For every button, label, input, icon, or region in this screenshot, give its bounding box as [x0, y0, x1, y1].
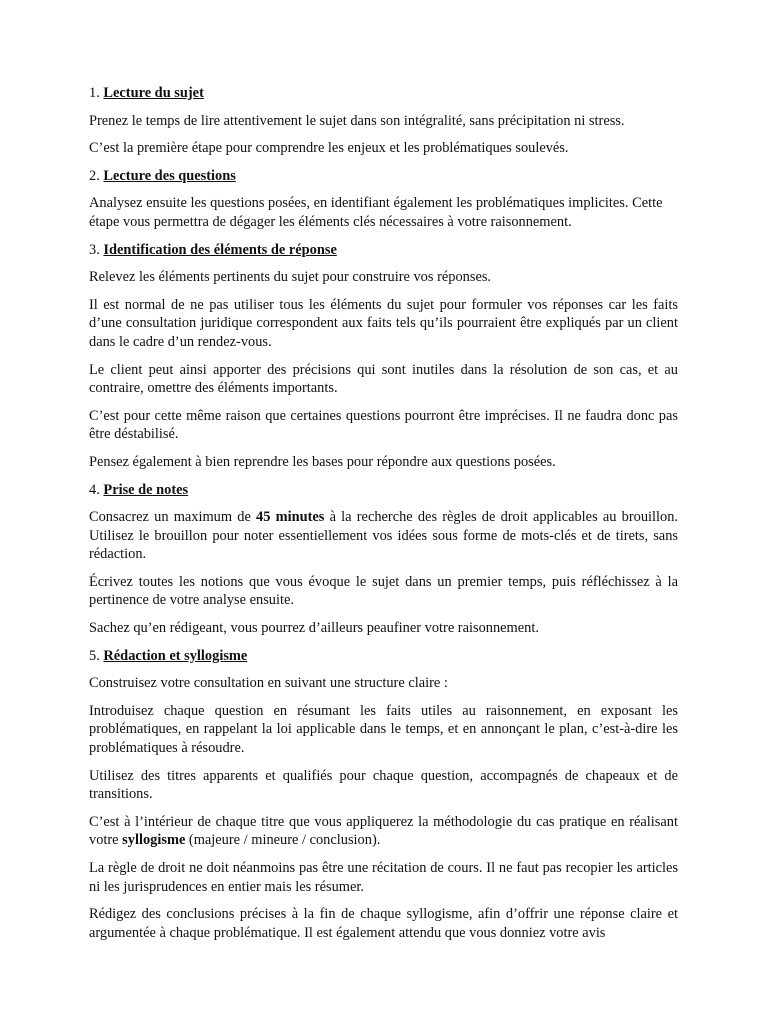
section-number: 4. — [89, 481, 100, 498]
section-title: Rédaction et syllogisme — [103, 647, 248, 664]
bold-syllogisme: syllogisme — [122, 832, 186, 849]
section-title: Prise de notes — [103, 481, 189, 498]
paragraph: Sachez qu’en rédigeant, vous pourrez d’ailleurs peaufiner votre raisonnement. — [89, 620, 539, 637]
bold-duration: 45 minutes — [256, 509, 325, 526]
paragraph: Utilisez des titres apparents et qualifiés pour chaque question, accompagnés de chapeaux et de transitions. — [89, 767, 678, 803]
paragraph — [89, 813, 678, 850]
paragraph — [89, 508, 678, 564]
section-heading-3 — [89, 241, 678, 260]
paragraph: Analysez ensuite les questions posées, en identifiant également les problématiques implicites. Cette étape vous permettra de dégager les éléments clés nécessaires à votre raisonnement. — [89, 195, 663, 230]
section-number: 2. — [89, 167, 100, 184]
paragraph: Relevez les éléments pertinents du sujet pour construire vos réponses. — [89, 269, 492, 286]
paragraph: Construisez votre consultation en suivant une structure claire : — [89, 675, 448, 692]
paragraph: Le client peut ainsi apporter des précisions qui sont inutiles dans la résolution de son cas, et au contraire, omettre des éléments importants. — [89, 361, 678, 397]
paragraph-text: Consacrez un maximum de — [89, 509, 257, 526]
section-number: 1. — [89, 85, 100, 101]
paragraph: C’est pour cette même raison que certaines questions pourront être imprécises. Il ne faudra donc pas être déstabilisé. — [89, 407, 678, 443]
paragraph-text: à la recherche des règles de droit applicables au brouillon. Utilisez le brouillon pour noter essentiellement vos idées sous forme de mots-clés et de tirets, sans rédaction. — [89, 509, 679, 563]
section-title: Identification des éléments de réponse — [103, 241, 337, 258]
paragraph: C’est la première étape pour comprendre les enjeux et les problématiques soulevés. — [89, 140, 569, 157]
paragraph: Prenez le temps de lire attentivement le sujet dans son intégralité, sans précipitation ni stress. — [89, 112, 625, 129]
paragraph: Il est normal de ne pas utiliser tous les éléments du sujet pour formuler vos réponses car les faits d’une consultation juridique correspondent aux faits tels qu’ils pourraient être expliqués par un client dans le cadre d’un rendez-vous. — [89, 296, 678, 350]
section-heading-4 — [89, 481, 678, 500]
paragraph: Rédigez des conclusions précises à la fin de chaque syllogisme, afin d’offrir une réponse claire et argumentée à chaque problématique. Il est également attendu que vous donniez votre avis — [89, 906, 678, 941]
paragraph: Introduisez chaque question en résumant les faits utiles au raisonnement, en exposant les problématiques, en rappelant la loi applicable dans le temps, et en annonçant le plan, c’est-à-dire les problématiques à résoudre. — [89, 702, 678, 757]
section-number: 3. — [89, 241, 100, 258]
section-number: 5. — [89, 647, 100, 664]
paragraph: Écrivez toutes les notions que vous évoque le sujet dans un premier temps, puis réfléchissez à la pertinence de votre analyse ensuite. — [89, 573, 678, 609]
section-heading-2 — [89, 167, 678, 186]
section-heading-1 — [89, 84, 678, 103]
paragraph-text: C’est à l’intérieur de chaque titre que vous appliquerez la méthodologie du cas pratique en réalisant votre — [89, 813, 678, 849]
section-heading-5 — [89, 647, 678, 666]
paragraph-text: (majeure / mineure / conclusion). — [185, 832, 381, 849]
paragraph: Pensez également à bien reprendre les bases pour répondre aux questions posées. — [89, 453, 556, 470]
document-body — [89, 84, 678, 951]
section-title: Lecture du sujet — [103, 85, 204, 101]
paragraph: La règle de droit ne doit néanmoins pas être une récitation de cours. Il ne faut pas recopier les articles ni les jurisprudences en entier mais les résumer. — [89, 860, 678, 895]
section-title: Lecture des questions — [103, 167, 236, 184]
